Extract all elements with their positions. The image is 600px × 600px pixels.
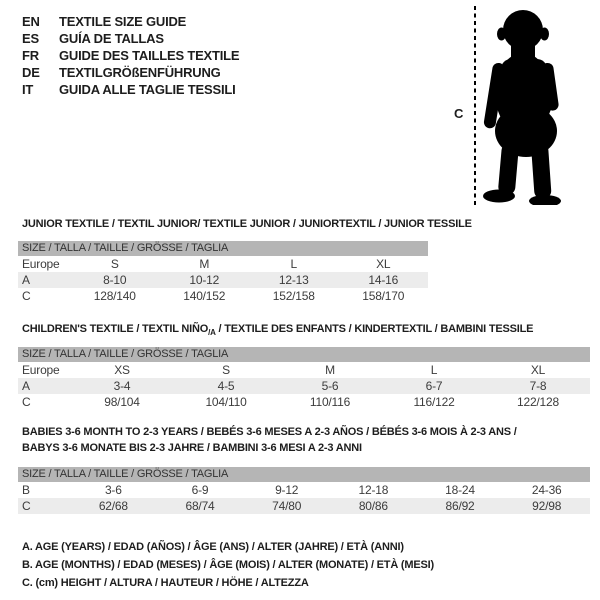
value-cell: 92/98 — [532, 499, 562, 513]
value-cell: 116/122 — [413, 395, 455, 409]
size-cell: S — [222, 363, 230, 377]
babies-table-title-line1: BABIES 3-6 MONTH TO 2-3 YEARS / BEBÉS 3-6 MESES A 2-3 AÑOS / BÉBÉS 3-6 MOIS À 2-3 ANS / — [22, 426, 517, 438]
value-cell: 10-12 — [189, 273, 220, 287]
value-cell: 4-5 — [217, 379, 235, 393]
value-cell: 3-6 — [104, 483, 122, 497]
value-cell: 62/68 — [98, 499, 128, 513]
value-cell: 104/110 — [205, 395, 247, 409]
babies-table-title-line2: BABYS 3-6 MONATE BIS 2-3 JAHRE / BAMBINI 3-6 MESI A 2-3 ANNI — [22, 442, 362, 454]
junior-size-table — [18, 241, 428, 304]
size-cell: M — [325, 363, 335, 377]
table-row — [18, 272, 428, 288]
value-cell: 122/128 — [517, 395, 559, 409]
legend-note-b: B. AGE (MONTHS) / EDAD (MESES) / ÂGE (MOIS) / ALTER (MONATE) / ETÀ (MESI) — [22, 559, 434, 571]
language-code: FR — [22, 48, 39, 63]
row-label-cell: A — [22, 379, 30, 393]
size-header-bar: SIZE / TALLA / TAILLE / GRÖSSE / TAGLIA — [18, 241, 428, 256]
value-cell: 98/104 — [104, 395, 140, 409]
value-cell: 14-16 — [368, 273, 399, 287]
row-label-cell: C — [22, 499, 31, 513]
size-header-bar: SIZE / TALLA / TAILLE / GRÖSSE / TAGLIA — [18, 347, 590, 362]
row-label-cell: C — [22, 289, 31, 303]
value-cell: 68/74 — [185, 499, 215, 513]
value-cell: 18-24 — [445, 483, 475, 497]
junior-table-title: JUNIOR TEXTILE / TEXTIL JUNIOR/ TEXTILE JUNIOR / JUNIORTEXTIL / JUNIOR TESSILE — [22, 218, 472, 230]
value-cell: 110/116 — [309, 395, 351, 409]
language-title: GUÍA DE TALLAS — [59, 31, 164, 46]
language-row-en — [22, 13, 239, 30]
height-measure-label: C — [454, 106, 464, 121]
value-cell: 74/80 — [272, 499, 302, 513]
value-cell: 9-12 — [275, 483, 299, 497]
table-row — [18, 362, 590, 378]
row-label-cell: Europe — [22, 257, 60, 271]
value-cell: 8-10 — [103, 273, 127, 287]
language-title: TEXTILE SIZE GUIDE — [59, 14, 187, 29]
language-title: TEXTILGRÖßENFÜHRUNG — [59, 65, 221, 80]
size-cell: XL — [376, 257, 391, 271]
language-code: EN — [22, 14, 40, 29]
children-size-table — [18, 347, 590, 410]
value-cell: 6-7 — [425, 379, 443, 393]
language-row-it — [22, 81, 239, 98]
value-cell: 6-9 — [191, 483, 209, 497]
row-label-cell: C — [22, 395, 31, 409]
row-label-cell: B — [22, 483, 30, 497]
children-title-part2: / TEXTILE DES ENFANTS / KINDERTEXTIL / BAMBINI TESSILE — [215, 323, 534, 335]
size-cell: L — [290, 257, 297, 271]
value-cell: 3-4 — [113, 379, 131, 393]
value-cell: 5-6 — [321, 379, 339, 393]
table-row — [18, 378, 590, 394]
babies-size-table — [18, 467, 590, 514]
language-title: GUIDE DES TAILLES TEXTILE — [59, 48, 240, 63]
language-code: IT — [22, 82, 34, 97]
value-cell: 7-8 — [529, 379, 547, 393]
size-cell: L — [430, 363, 438, 377]
table-row — [18, 394, 590, 410]
value-cell: 140/152 — [183, 289, 226, 303]
value-cell: 158/170 — [362, 289, 405, 303]
value-cell: 24-36 — [531, 483, 562, 497]
children-title-subscript: /A — [208, 328, 216, 338]
size-cell: M — [199, 257, 210, 271]
size-cell: XL — [530, 363, 546, 377]
table-row — [18, 288, 428, 304]
row-label-cell: A — [22, 273, 30, 287]
size-header-bar: SIZE / TALLA / TAILLE / GRÖSSE / TAGLIA — [18, 467, 590, 482]
measure-legend — [22, 538, 434, 592]
value-cell: 128/140 — [93, 289, 136, 303]
language-row-es — [22, 30, 239, 47]
height-dashed-line — [474, 6, 476, 208]
legend-note-c: C. (cm) HEIGHT / ALTURA / HAUTEUR / HÖHE / ALTEZZA — [22, 577, 309, 589]
table-row — [18, 482, 590, 498]
value-cell: 80/86 — [358, 499, 388, 513]
language-row-fr — [22, 47, 239, 64]
children-title-part1: CHILDREN'S TEXTILE / TEXTIL NIÑO — [22, 323, 209, 335]
language-code: DE — [22, 65, 40, 80]
value-cell: 12-18 — [358, 483, 389, 497]
language-title-list — [22, 13, 239, 98]
baby-toddler-silhouette-icon — [481, 5, 569, 205]
row-label-cell: Europe — [22, 363, 60, 377]
table-row — [18, 498, 590, 514]
size-cell: XS — [114, 363, 130, 377]
language-code: ES — [22, 31, 39, 46]
value-cell: 12-13 — [278, 273, 309, 287]
table-row — [18, 256, 428, 272]
language-row-de — [22, 64, 239, 81]
value-cell: 152/158 — [272, 289, 315, 303]
legend-note-a: A. AGE (YEARS) / EDAD (AÑOS) / ÂGE (ANS) / ALTER (JAHRE) / ETÀ (ANNI) — [22, 541, 404, 553]
children-table-title — [22, 321, 533, 341]
size-cell: S — [110, 257, 119, 271]
value-cell: 86/92 — [445, 499, 475, 513]
language-title: GUIDA ALLE TAGLIE TESSILI — [59, 82, 236, 97]
